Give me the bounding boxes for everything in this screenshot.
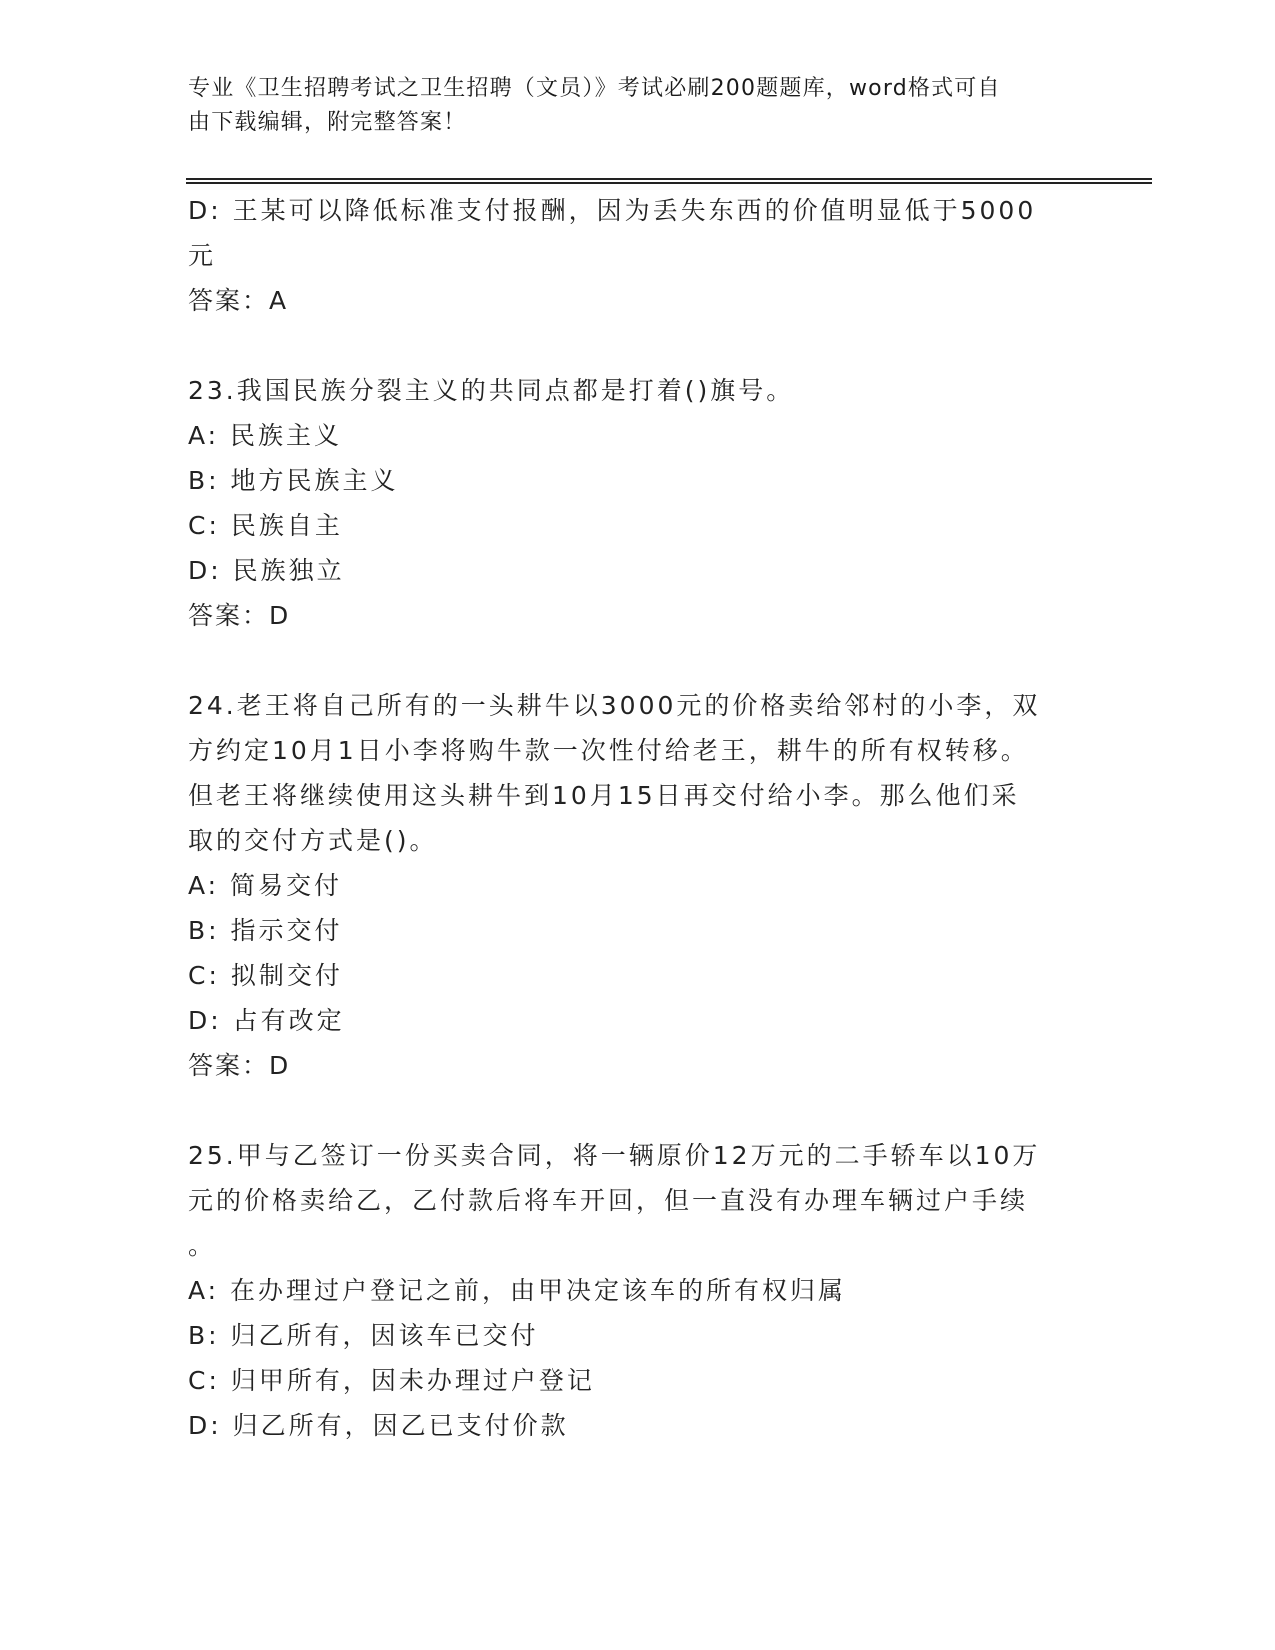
- q23-answer: 答案：D: [188, 601, 291, 630]
- q24-option-a: A: 简易交付: [188, 871, 343, 900]
- q23-option-a: A: 民族主义: [188, 421, 343, 450]
- q24-option-d: D: 占有改定: [188, 1006, 345, 1035]
- question-22: [188, 188, 1068, 324]
- q23-option-c: C: 民族自主: [188, 511, 343, 540]
- q23-stem: 23.我国民族分裂主义的共同点都是打着()旗号。: [188, 376, 795, 405]
- question-spacer: [188, 324, 1068, 368]
- header-title-line-2: 由下载编辑，附完整答案！: [188, 110, 467, 135]
- header-title-line-1: 专业《卫生招聘考试之卫生招聘（文员）》考试必刷200题题库，word格式可自: [188, 76, 1001, 101]
- question-23: [188, 368, 1068, 639]
- q24-stem-line-1: 24.老王将自己所有的一头耕牛以3000元的价格卖给邻村的小李，双: [188, 691, 1041, 720]
- q23-option-d: D: 民族独立: [188, 556, 345, 585]
- q22-answer: 答案：A: [188, 286, 289, 315]
- question-content: [188, 188, 1068, 1448]
- q24-stem-line-2: 方约定10月1日小李将购牛款一次性付给老王，耕牛的所有权转移。: [188, 736, 1029, 765]
- q24-option-c: C: 拟制交付: [188, 961, 343, 990]
- q24-stem-line-4: 取的交付方式是()。: [188, 826, 438, 855]
- q25-stem-line-3: 。: [188, 1231, 217, 1260]
- q25-stem-line-1: 25.甲与乙签订一份买卖合同，将一辆原价12万元的二手轿车以10万: [188, 1141, 1041, 1170]
- q24-answer: 答案：D: [188, 1051, 291, 1080]
- q23-option-b: B: 地方民族主义: [188, 466, 399, 495]
- document-header: [188, 72, 1078, 140]
- question-spacer: [188, 639, 1068, 683]
- header-double-rule: [186, 178, 1152, 184]
- q25-option-c: C: 归甲所有，因未办理过户登记: [188, 1366, 595, 1395]
- q24-option-b: B: 指示交付: [188, 916, 343, 945]
- q25-option-b: B: 归乙所有，因该车已交付: [188, 1321, 539, 1350]
- question-25: [188, 1133, 1068, 1448]
- question-24: [188, 683, 1068, 1089]
- q22-option-d-line-2: 元: [188, 241, 217, 270]
- q22-option-d-line-1: D: 王某可以降低标准支付报酬，因为丢失东西的价值明显低于5000: [188, 196, 1037, 225]
- question-spacer: [188, 1089, 1068, 1133]
- q24-stem-line-3: 但老王将继续使用这头耕牛到10月15日再交付给小李。那么他们采: [188, 781, 1020, 810]
- q25-option-d: D: 归乙所有，因乙已支付价款: [188, 1411, 569, 1440]
- q25-option-a: A: 在办理过户登记之前，由甲决定该车的所有权归属: [188, 1276, 847, 1305]
- q25-stem-line-2: 元的价格卖给乙，乙付款后将车开回，但一直没有办理车辆过户手续: [188, 1186, 1029, 1215]
